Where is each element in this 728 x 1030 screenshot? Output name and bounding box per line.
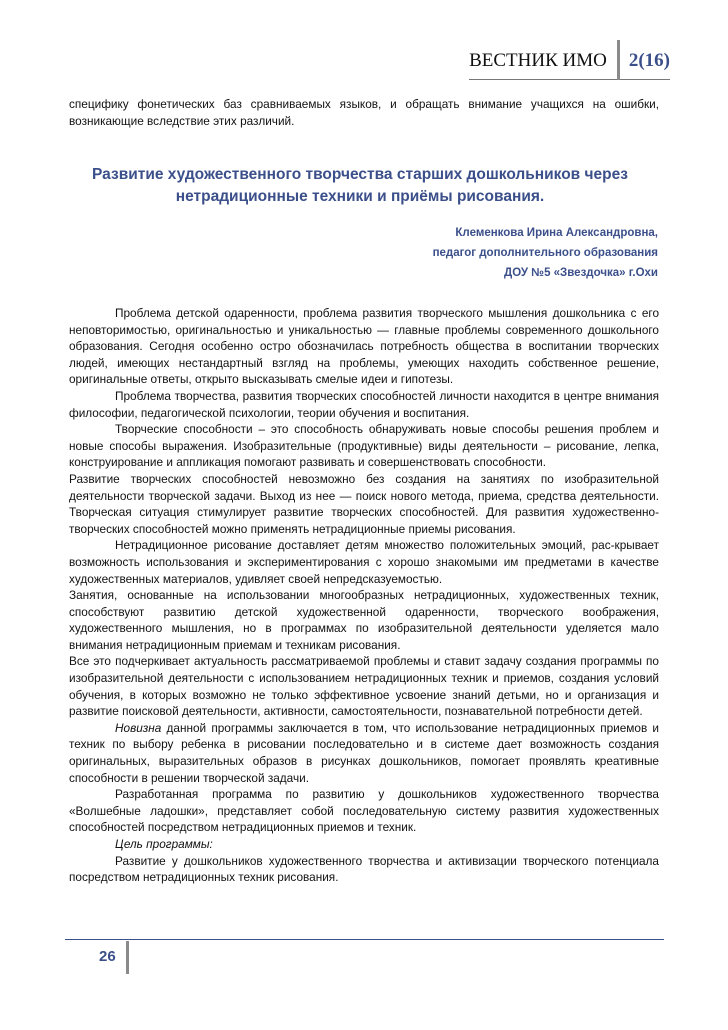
page-number: 26 bbox=[99, 948, 116, 965]
paragraph: Нетрадиционное рисование доставляет детям множество положительных эмоций, рас-крывает возможность использования и экспериментирования с хорошо знакомыми им предметами в качестве художественных материалов, удивляет своей непредсказуемостью. bbox=[69, 538, 659, 586]
paragraph: Проблема детской одаренности, проблема развития творческого мышления дошкольника с его неповторимостью, оригинальностью и уникальностью — главные проблемы современного дошкольного образования. Сегодня особенно остро обозначилась потребность общества в воспитании творческих людей, имеющих нестандартный взгляд на проблемы, умеющих находить собственное решение, оригинальные ответы, открыто высказывать смелые идеи и гипотезы. bbox=[69, 306, 659, 387]
running-header bbox=[469, 40, 670, 80]
program-paragraph: Разработанная программа по развитию у дошкольников художественного творчества «Волшебные ладошки», представляет собой последовательную систему развития художественных способностей посредством нетрадиционных приемов и техник. bbox=[69, 787, 659, 835]
author-byline bbox=[433, 223, 658, 283]
goal-paragraph: Развитие у дошкольников художественного творчества и активизации творческого потенциала посредством нетрадиционных техник рисования. bbox=[69, 853, 659, 885]
article-body bbox=[69, 305, 659, 886]
author-name: Клеменкова Ирина Александровна, bbox=[455, 227, 658, 239]
footer-divider bbox=[126, 941, 129, 974]
novelty-term: Новизна bbox=[115, 720, 162, 735]
novelty-text: данной программы заключается в том, что использование нетрадиционных приемов и техник по выбору ребенка в рисовании последовательно и в системе дает возможность создания оригинальных, выразительных образов в рисунках дошкольников, помогает проявлять креативные способности в решении творческой задачи. bbox=[69, 720, 659, 785]
journal-name: ВЕСТНИК ИМО bbox=[469, 40, 617, 80]
issue-number: 2(16) bbox=[620, 40, 670, 80]
paragraph: Развитие творческих способностей невозможно без создания на занятиях по изобразительной деятельности творческой задачи. Выход из нее — поиск нового метода, приема, средства деятельности. Творческая ситуация стимулирует развитие творческих способностей. Для развития художественно-творческих способностей можно применять нетрадиционные приемы рисования. bbox=[69, 471, 659, 536]
carryover-paragraph: специфику фонетических баз сравниваемых языков, и обращать внимание учащихся на ошибки, возникающие вследствие этих различий. bbox=[69, 97, 659, 128]
carryover-text bbox=[69, 96, 659, 129]
article-title: Развитие художественного творчества старших дошкольников через нетрадиционные техники и приёмы рисования. bbox=[92, 166, 628, 205]
author-affiliation: ДОУ №5 «Звездочка» г.Охи bbox=[504, 267, 658, 279]
footer-rule bbox=[65, 939, 664, 940]
paragraph: Творческие способности – это способность обнаруживать новые способы решения проблем и новые способы выражения. Изобразительные (продуктивные) виды деятельности – рисование, лепка, конструирование и аппликация помогают развивать и совершенствовать способности. bbox=[69, 422, 659, 470]
novelty-paragraph bbox=[69, 720, 659, 786]
author-position: педагог дополнительного образования bbox=[432, 247, 658, 259]
paragraph: Занятия, основанные на использовании многообразных нетрадиционных, художественных техник, способствуют развитию детской художественной одаренности, творческого воображения, художественного мышления, но в программах по изобразительной деятельности уделяется мало внимания нетрадиционным приемам и техникам рисования. bbox=[69, 588, 659, 652]
paragraph: Проблема творчества, развития творческих способностей личности находится в центре внимания философии, педагогической психологии, теории обучения и воспитания. bbox=[69, 388, 659, 420]
goal-heading bbox=[69, 836, 659, 853]
paragraph: Все это подчеркивает актуальность рассматриваемой проблемы и ставит задачу создания программы по изобразительной деятельности с использованием нетрадиционных техник и приемов, создания условий обучения, в которых возможно не только эффективное усвоение знаний детьми, но и организация и развитие поисковой деятельности, активности, самостоятельности, познавательной потребности детей. bbox=[69, 654, 659, 719]
goal-heading-text: Цель программы: bbox=[115, 837, 213, 851]
